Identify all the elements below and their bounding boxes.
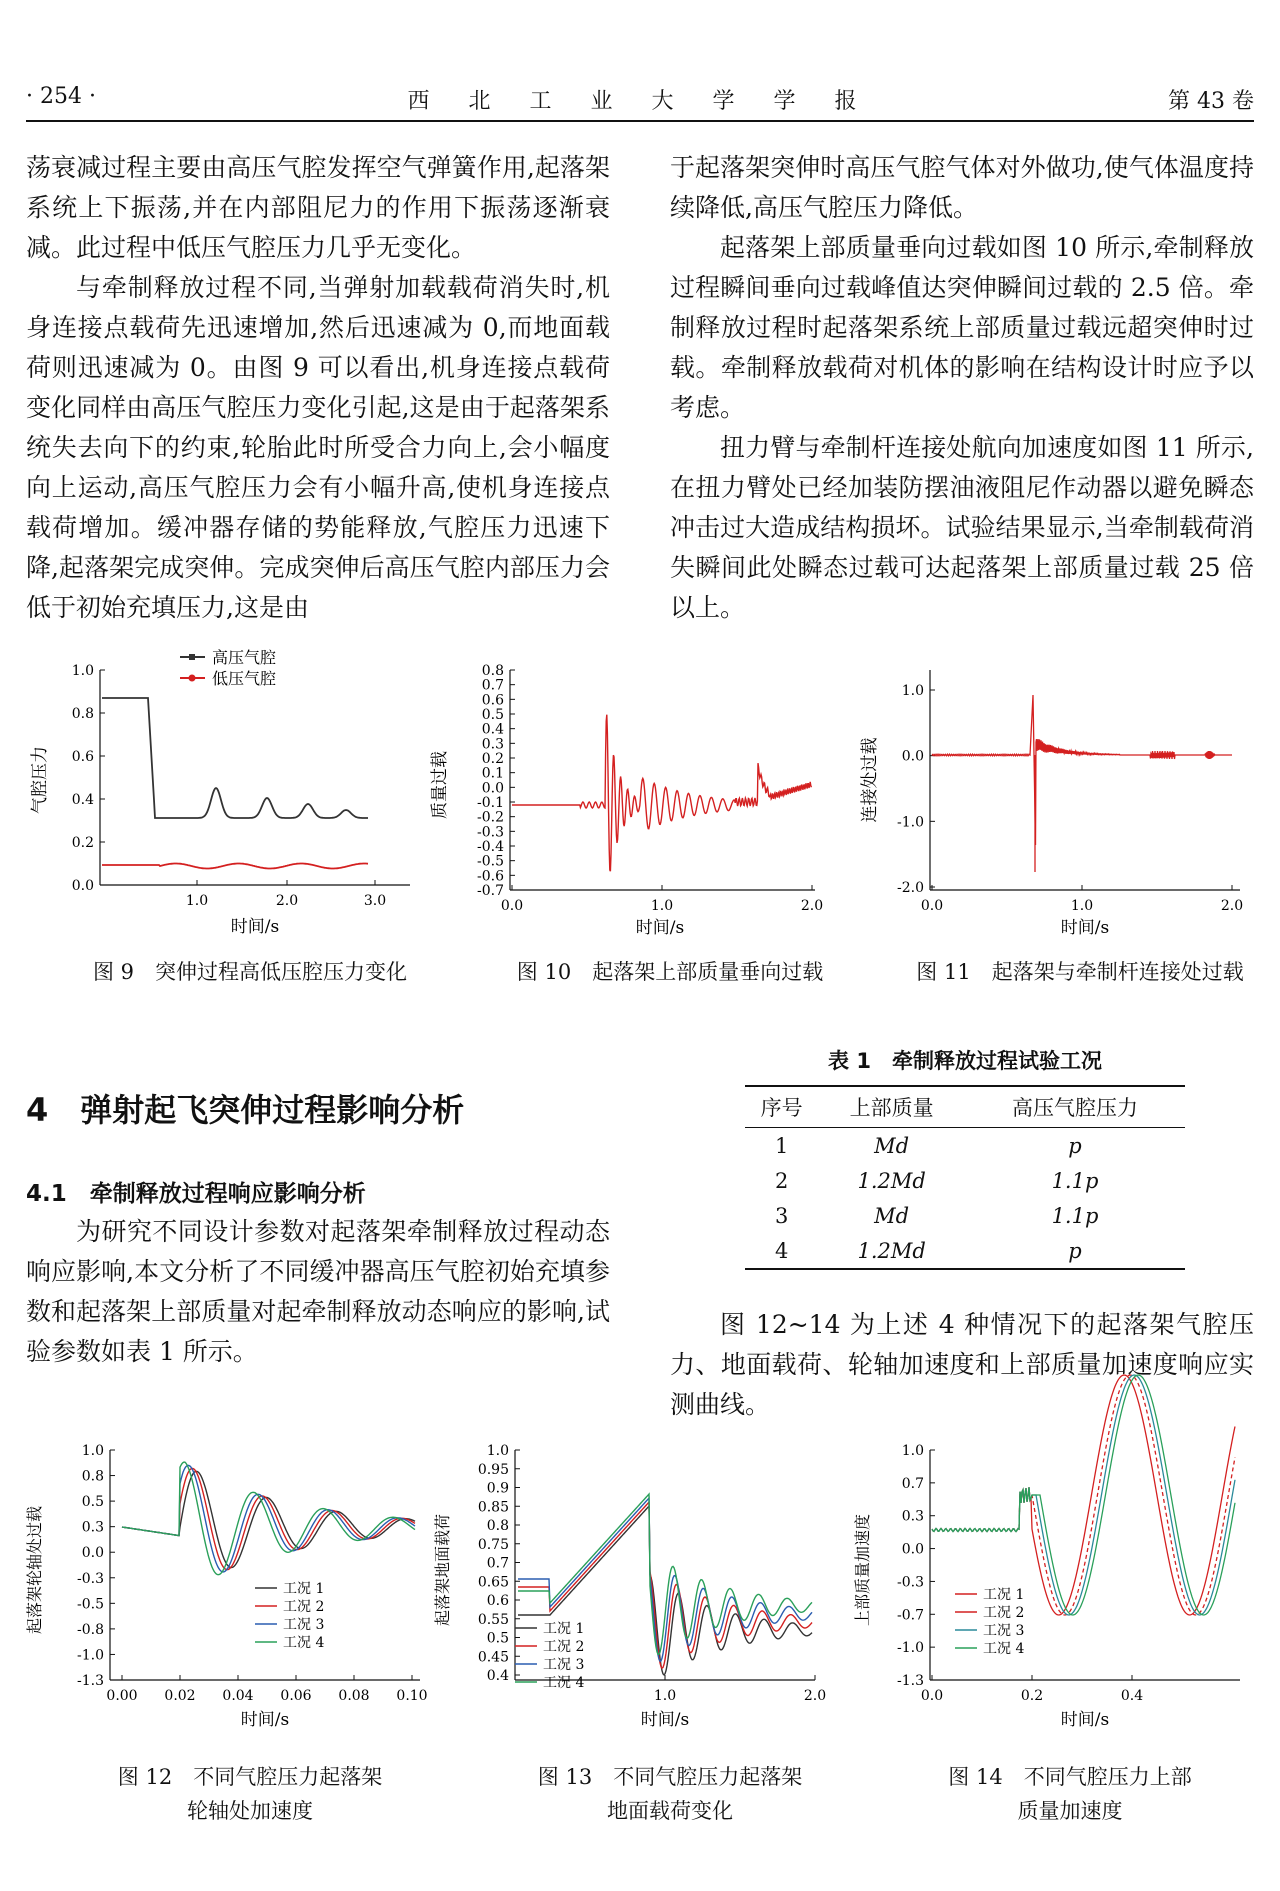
y-tick-label: 0.8 xyxy=(81,1468,104,1485)
fig12-legend xyxy=(255,1581,324,1651)
table-cell: p xyxy=(1068,1133,1082,1158)
table-cell: Md xyxy=(874,1203,910,1228)
table-cell: Md xyxy=(874,1133,910,1158)
fig11-series xyxy=(932,695,1232,845)
x-tick-label: 1.0 xyxy=(1070,898,1094,914)
table-row xyxy=(745,1163,1185,1198)
page-number: · 254 · xyxy=(26,84,96,109)
y-tick-label: -0.6 xyxy=(477,868,504,885)
subsection-heading: 4.1 牵制释放过程响应影响分析 xyxy=(26,1181,366,1207)
y-tick-label: 1.0 xyxy=(901,1443,924,1459)
fig13-caption-line1: 图 13 不同气腔压力起落架 xyxy=(537,1765,803,1789)
journal-title: 西 北 工 业 大 学 学 报 xyxy=(407,89,873,114)
fig12-series-line xyxy=(122,1462,415,1575)
y-tick-label: 0.2 xyxy=(71,835,94,851)
fig9-caption: 图 9 突伸过程高低压腔压力变化 xyxy=(92,960,408,984)
fig10-ylabel: 质量过载 xyxy=(430,751,450,819)
figure-12 xyxy=(25,1430,440,1730)
legend-label: 工况 2 xyxy=(283,1599,325,1615)
table-cell: 3 xyxy=(774,1203,789,1228)
fig9-legend-low: 低压气腔 xyxy=(212,669,277,688)
fig9-ylabel: 气腔压力 xyxy=(30,746,50,814)
x-tick-label: 2.0 xyxy=(1220,898,1244,914)
y-tick-label: 0.9 xyxy=(486,1480,509,1497)
y-tick-label: 1.0 xyxy=(901,683,924,699)
table1-header-row xyxy=(745,1086,1185,1128)
legend-label: 工况 3 xyxy=(983,1623,1025,1639)
header-rule xyxy=(26,120,1254,122)
table1-header: 上部质量 xyxy=(818,1086,965,1128)
running-header xyxy=(26,84,1254,120)
x-tick-label: 0.00 xyxy=(106,1688,138,1704)
x-tick-label: 0.10 xyxy=(396,1688,428,1704)
y-tick-label: -1.0 xyxy=(897,1640,924,1657)
legend-label: 工况 3 xyxy=(543,1657,585,1673)
y-tick-label: 0.3 xyxy=(901,1508,924,1525)
y-tick-label: -0.7 xyxy=(897,1607,924,1624)
y-tick-label: 0.8 xyxy=(486,1518,509,1534)
y-tick-label: 0.6 xyxy=(71,749,94,765)
legend-label: 工况 4 xyxy=(543,1675,585,1691)
y-tick-label: -0.8 xyxy=(77,1621,104,1638)
x-tick-label: 0.0 xyxy=(500,898,524,914)
fig9-legend-high: 高压气腔 xyxy=(212,648,277,667)
fig10-series xyxy=(512,715,811,872)
table-cell: 4 xyxy=(745,1233,818,1269)
legend-label: 工况 4 xyxy=(283,1635,325,1651)
table1-header: 序号 xyxy=(745,1086,818,1128)
figure-14 xyxy=(853,1430,1260,1730)
table1-title: 表 1 牵制释放过程试验工况 xyxy=(828,1049,1102,1073)
table-cell: 1.2Md xyxy=(818,1233,965,1269)
table-cell: 1 xyxy=(774,1133,789,1158)
y-tick-label: 0.0 xyxy=(81,1545,104,1562)
y-tick-label: 0.8 xyxy=(71,706,94,722)
section-heading: 4 弹射起飞突伸过程影响分析 xyxy=(26,1091,465,1129)
volume-label: 第 43 卷 xyxy=(1168,89,1254,114)
fig13-caption xyxy=(480,1760,860,1828)
fig10-caption: 图 10 起落架上部质量垂向过载 xyxy=(516,960,824,984)
y-tick-label: 0.0 xyxy=(901,1541,924,1558)
table1-header: 高压气腔压力 xyxy=(965,1086,1185,1128)
table-row xyxy=(745,1233,1185,1269)
legend-label: 工况 1 xyxy=(983,1587,1025,1603)
right-paragraph-3: 扭力臂与牵制杆连接处航向加速度如图 11 所示,在扭力臂处已经加装防摆油液阻尼作动器以避免瞬态冲击过大造成结构损坏。试验结果显示,当牵制载荷消失瞬间此处瞬态过载可达起落架上部质量过载 25 倍以上。 xyxy=(670,433,1254,622)
fig12-caption xyxy=(60,1760,440,1828)
x-tick-label: 0.0 xyxy=(920,1688,944,1704)
table-cell: p xyxy=(965,1233,1185,1269)
table-cell: 1.2Md xyxy=(857,1168,926,1193)
fig12-caption-line1: 图 12 不同气腔压力起落架 xyxy=(117,1765,383,1789)
legend-label: 工况 1 xyxy=(283,1581,325,1597)
y-tick-label: 0.5 xyxy=(81,1494,104,1511)
y-tick-label: -0.3 xyxy=(897,1574,924,1591)
right-paragraph-4: 图 12~14 为上述 4 种情况下的起落架气腔压力、地面载荷、轮轴加速度和上部质量加速度响应实测曲线。 xyxy=(670,1310,1254,1419)
x-tick-label: 2.0 xyxy=(800,898,824,914)
x-tick-label: 1.0 xyxy=(650,898,674,914)
y-tick-label: -0.5 xyxy=(477,853,504,870)
y-tick-label: -2.0 xyxy=(897,880,924,896)
fig10-xlabel: 时间/s xyxy=(635,918,685,938)
legend-label: 工况 2 xyxy=(983,1605,1025,1621)
y-tick-label: 0.5 xyxy=(481,707,504,723)
y-tick-label: 0.45 xyxy=(477,1649,509,1666)
y-tick-label: -1.0 xyxy=(77,1647,104,1664)
y-tick-label: 0.7 xyxy=(481,677,504,694)
fig9-xlabel: 时间/s xyxy=(230,917,280,937)
y-tick-label: 0.0 xyxy=(901,748,924,765)
x-tick-label: 0.02 xyxy=(164,1688,196,1704)
y-tick-label: -1.3 xyxy=(77,1673,104,1689)
legend-label: 工况 4 xyxy=(983,1641,1025,1657)
fig14-ylabel: 上部质量加速度 xyxy=(853,1513,872,1627)
table-cell: 2 xyxy=(774,1168,789,1193)
fig14-caption-line1: 图 14 不同气腔压力上部 xyxy=(948,1765,1192,1789)
y-tick-label: 0.7 xyxy=(486,1555,509,1572)
fig14-caption-line2: 质量加速度 xyxy=(1017,1799,1123,1823)
x-tick-label: 2.0 xyxy=(803,1688,827,1704)
fig12-xlabel: 时间/s xyxy=(240,1710,290,1730)
y-tick-label: 0.4 xyxy=(71,792,94,808)
y-tick-label: -0.1 xyxy=(477,795,504,811)
x-tick-label: 0.4 xyxy=(1120,1688,1144,1704)
y-tick-label: 0.0 xyxy=(481,780,504,797)
figure-9 xyxy=(30,640,430,940)
fig11-ylabel: 连接处过载 xyxy=(860,737,880,823)
right-paragraph-1: 于起落架突伸时高压气腔气体对外做功,使气体温度持续降低,高压气腔压力降低。 xyxy=(670,153,1254,222)
x-tick-label: 0.0 xyxy=(920,898,944,914)
y-tick-label: -0.3 xyxy=(477,824,504,841)
y-tick-label: 1.0 xyxy=(486,1443,509,1459)
y-tick-label: 0.3 xyxy=(81,1519,104,1536)
x-tick-label: 0.2 xyxy=(1020,1688,1044,1704)
table-row xyxy=(745,1128,1185,1164)
fig13-xlabel: 时间/s xyxy=(640,1710,690,1730)
y-tick-label: 0.4 xyxy=(481,721,504,738)
fig11-caption: 图 11 起落架与牵制杆连接处过载 xyxy=(916,960,1244,984)
figure-11 xyxy=(860,640,1260,940)
y-tick-label: 0.6 xyxy=(486,1593,509,1609)
y-tick-label: 0.95 xyxy=(477,1461,509,1478)
y-tick-label: 0.0 xyxy=(71,878,94,894)
y-tick-label: -1.3 xyxy=(897,1673,924,1689)
y-tick-label: -0.2 xyxy=(477,809,504,826)
fig12-caption-line2: 轮轴处加速度 xyxy=(187,1799,313,1823)
table-row xyxy=(745,1198,1185,1233)
x-tick-label: 2.0 xyxy=(275,893,299,909)
y-tick-label: 0.6 xyxy=(481,692,504,709)
y-tick-label: 0.65 xyxy=(477,1574,509,1591)
left-paragraph-1: 荡衰减过程主要由高压气腔发挥空气弹簧作用,起落架系统上下振荡,并在内部阻尼力的作用下振荡逐渐衰减。此过程中低压气腔压力几乎无变化。 xyxy=(26,153,610,262)
legend-label: 工况 3 xyxy=(283,1617,325,1633)
y-tick-label: -0.7 xyxy=(477,883,504,899)
y-tick-label: -1.0 xyxy=(897,814,924,831)
table-1 xyxy=(745,1085,1185,1270)
x-tick-label: 0.04 xyxy=(222,1688,254,1704)
left-paragraph-3: 为研究不同设计参数对起落架牵制释放过程动态响应影响,本文分析了不同缓冲器高压气腔初始充填参数和起落架上部质量对起牵制释放动态响应的影响,试验参数如表 1 所示。 xyxy=(26,1217,610,1366)
y-tick-label: 0.85 xyxy=(477,1499,509,1516)
legend-label: 工况 2 xyxy=(543,1639,585,1655)
y-tick-label: 0.3 xyxy=(481,736,504,753)
fig13-caption-line2: 地面载荷变化 xyxy=(607,1799,733,1823)
fig14-xlabel: 时间/s xyxy=(1060,1710,1110,1730)
left-paragraph-2: 与牵制释放过程不同,当弹射加载载荷消失时,机身连接点载荷先迅速增加,然后迅速减为 0,而地面载荷则迅速减为 0。由图 9 可以看出,机身连接点载荷变化同样由高压气腔压力变化引起,这是由于起落架系统失去向下的约束,轮胎此时所受合力向上,会小幅度向上运动,高压气腔压力会有小幅升高,使机身连接点载荷增加。缓冲器存储的势能释放,气腔压力迅速下降,起落架完成突伸。完成突伸后高压气腔内部压力会低于初始充填压力,这是由 xyxy=(26,273,610,622)
fig9-series-low xyxy=(102,864,368,869)
table-cell: 1.1p xyxy=(1051,1203,1099,1228)
fig13-ylabel: 起落架地面载荷 xyxy=(433,1513,452,1627)
fig9-series-high xyxy=(102,698,368,818)
right-paragraph-2: 起落架上部质量垂向过载如图 10 所示,牵制释放过程瞬间垂向过载峰值达突伸瞬间过载的 2.5 倍。牵制释放过程时起落架系统上部质量过载远超突伸时过载。牵制释放载荷对机体的影响在结构设计时应予以考虑。 xyxy=(670,233,1254,422)
x-tick-label: 3.0 xyxy=(363,893,387,909)
x-tick-label: 0.08 xyxy=(338,1688,370,1704)
y-tick-label: 0.7 xyxy=(901,1475,924,1492)
y-tick-label: 0.8 xyxy=(481,663,504,679)
y-tick-label: 0.75 xyxy=(477,1536,509,1553)
figure-10 xyxy=(430,640,840,940)
y-tick-label: 1.0 xyxy=(81,1443,104,1459)
x-tick-label: 0.06 xyxy=(280,1688,312,1704)
fig14-legend xyxy=(955,1587,1024,1657)
y-tick-label: 0.2 xyxy=(481,751,504,767)
y-tick-label: 0.4 xyxy=(486,1668,509,1684)
y-tick-label: -0.4 xyxy=(477,839,504,855)
y-tick-label: -0.5 xyxy=(77,1596,104,1613)
legend-label: 工况 1 xyxy=(543,1621,585,1637)
fig14-caption xyxy=(880,1760,1260,1828)
fig11-xlabel: 时间/s xyxy=(1060,918,1110,938)
y-tick-label: -0.3 xyxy=(77,1570,104,1587)
y-tick-label: 0.55 xyxy=(477,1611,509,1628)
y-tick-label: 1.0 xyxy=(71,663,94,679)
figure-13 xyxy=(433,1430,840,1730)
y-tick-label: 0.5 xyxy=(486,1630,509,1647)
y-tick-label: 0.1 xyxy=(481,765,504,782)
fig9-legend xyxy=(180,648,276,688)
x-tick-label: 1.0 xyxy=(185,893,209,909)
x-tick-label: 1.0 xyxy=(653,1688,677,1704)
fig12-ylabel: 起落架轮轴处过载 xyxy=(25,1505,44,1635)
table-cell: 1.1p xyxy=(1051,1168,1099,1193)
